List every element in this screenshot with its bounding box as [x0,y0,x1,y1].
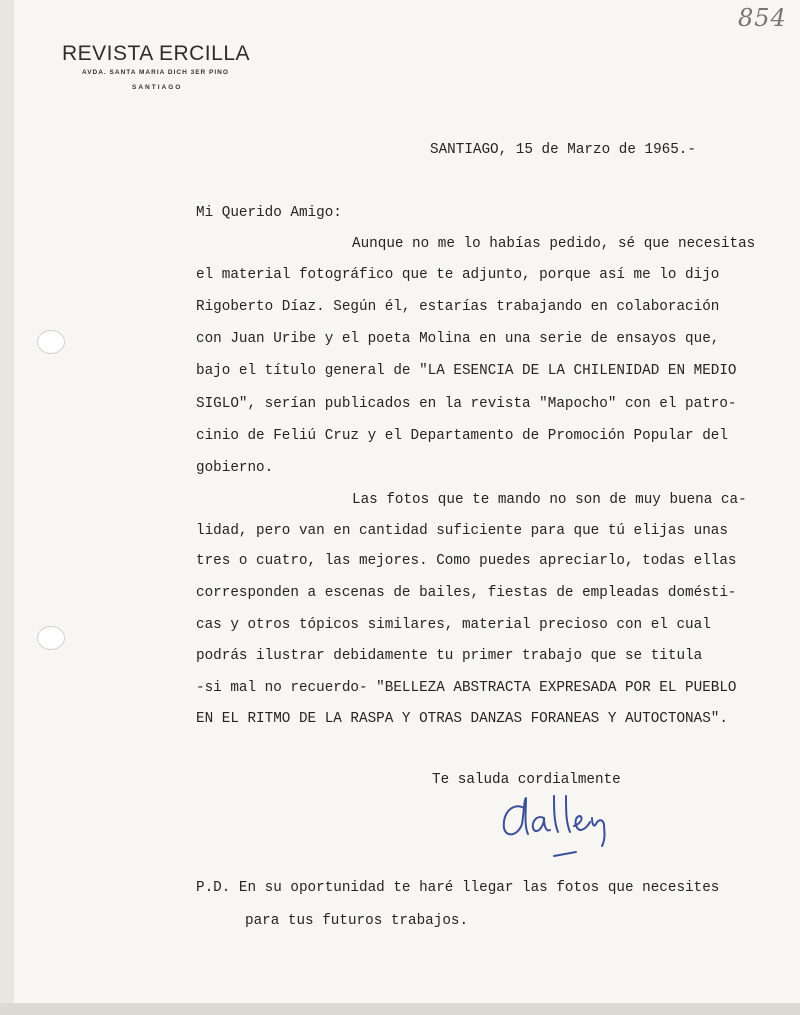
punch-hole-bottom [37,626,65,650]
punch-hole-top [37,330,65,354]
body-line: Aunque no me lo habías pedido, sé que necesitas [352,236,756,252]
body-line: el material fotográfico que te adjunto, porque así me lo dijo [196,267,720,283]
body-line: cinio de Feliú Cruz y el Departamento de Promoción Popular del [196,428,728,444]
body-line: cas y otros tópicos similares, material precioso con el cual [196,617,711,633]
handwritten-signature [496,790,626,870]
body-line: Rigoberto Díaz. Según él, estarías trabajando en colaboración [196,299,720,315]
body-line: gobierno. [196,460,274,476]
body-line: bajo el título general de "LA ESENCIA DE LA CHILENIDAD EN MEDIO [196,363,737,379]
scan-bottom-edge [0,1003,800,1015]
archive-number: 854 [738,4,787,32]
body-line: EN EL RITMO DE LA RASPA Y OTRAS DANZAS FORANEAS Y AUTOCTONAS". [196,711,728,727]
body-line: tres o cuatro, las mejores. Como puedes apreciarlo, todas ellas [196,553,737,569]
body-line: Las fotos que te mando no son de muy buena ca- [352,492,747,508]
body-line: podrás ilustrar debidamente tu primer trabajo que se titula [196,648,703,664]
letterhead-address: AVDA. SANTA MARIA DICH 3ER PINO [82,69,229,76]
letter-date: SANTIAGO, 15 de Marzo de 1965.- [430,142,696,158]
letterhead-title: REVISTA ERCILLA [62,42,251,65]
body-line: corresponden a escenas de bailes, fiestas de empleadas domésti- [196,585,737,601]
body-line: -si mal no recuerdo- "BELLEZA ABSTRACTA EXPRESADA POR EL PUEBLO [196,680,737,696]
postscript-line: para tus futuros trabajos. [245,913,469,929]
letter-salutation: Mi Querido Amigo: [196,205,342,221]
body-line: lidad, pero van en cantidad suficiente para que tú elijas unas [196,523,728,539]
body-line: con Juan Uribe y el poeta Molina en una serie de ensayos que, [196,331,720,347]
letter-closing: Te saluda cordialmente [432,772,621,788]
postscript-line: P.D. En su oportunidad te haré llegar las fotos que necesites [196,880,720,896]
body-line: SIGLO", serían publicados en la revista "Mapocho" con el patro- [196,396,737,412]
letterhead-city: SANTIAGO [132,84,183,91]
